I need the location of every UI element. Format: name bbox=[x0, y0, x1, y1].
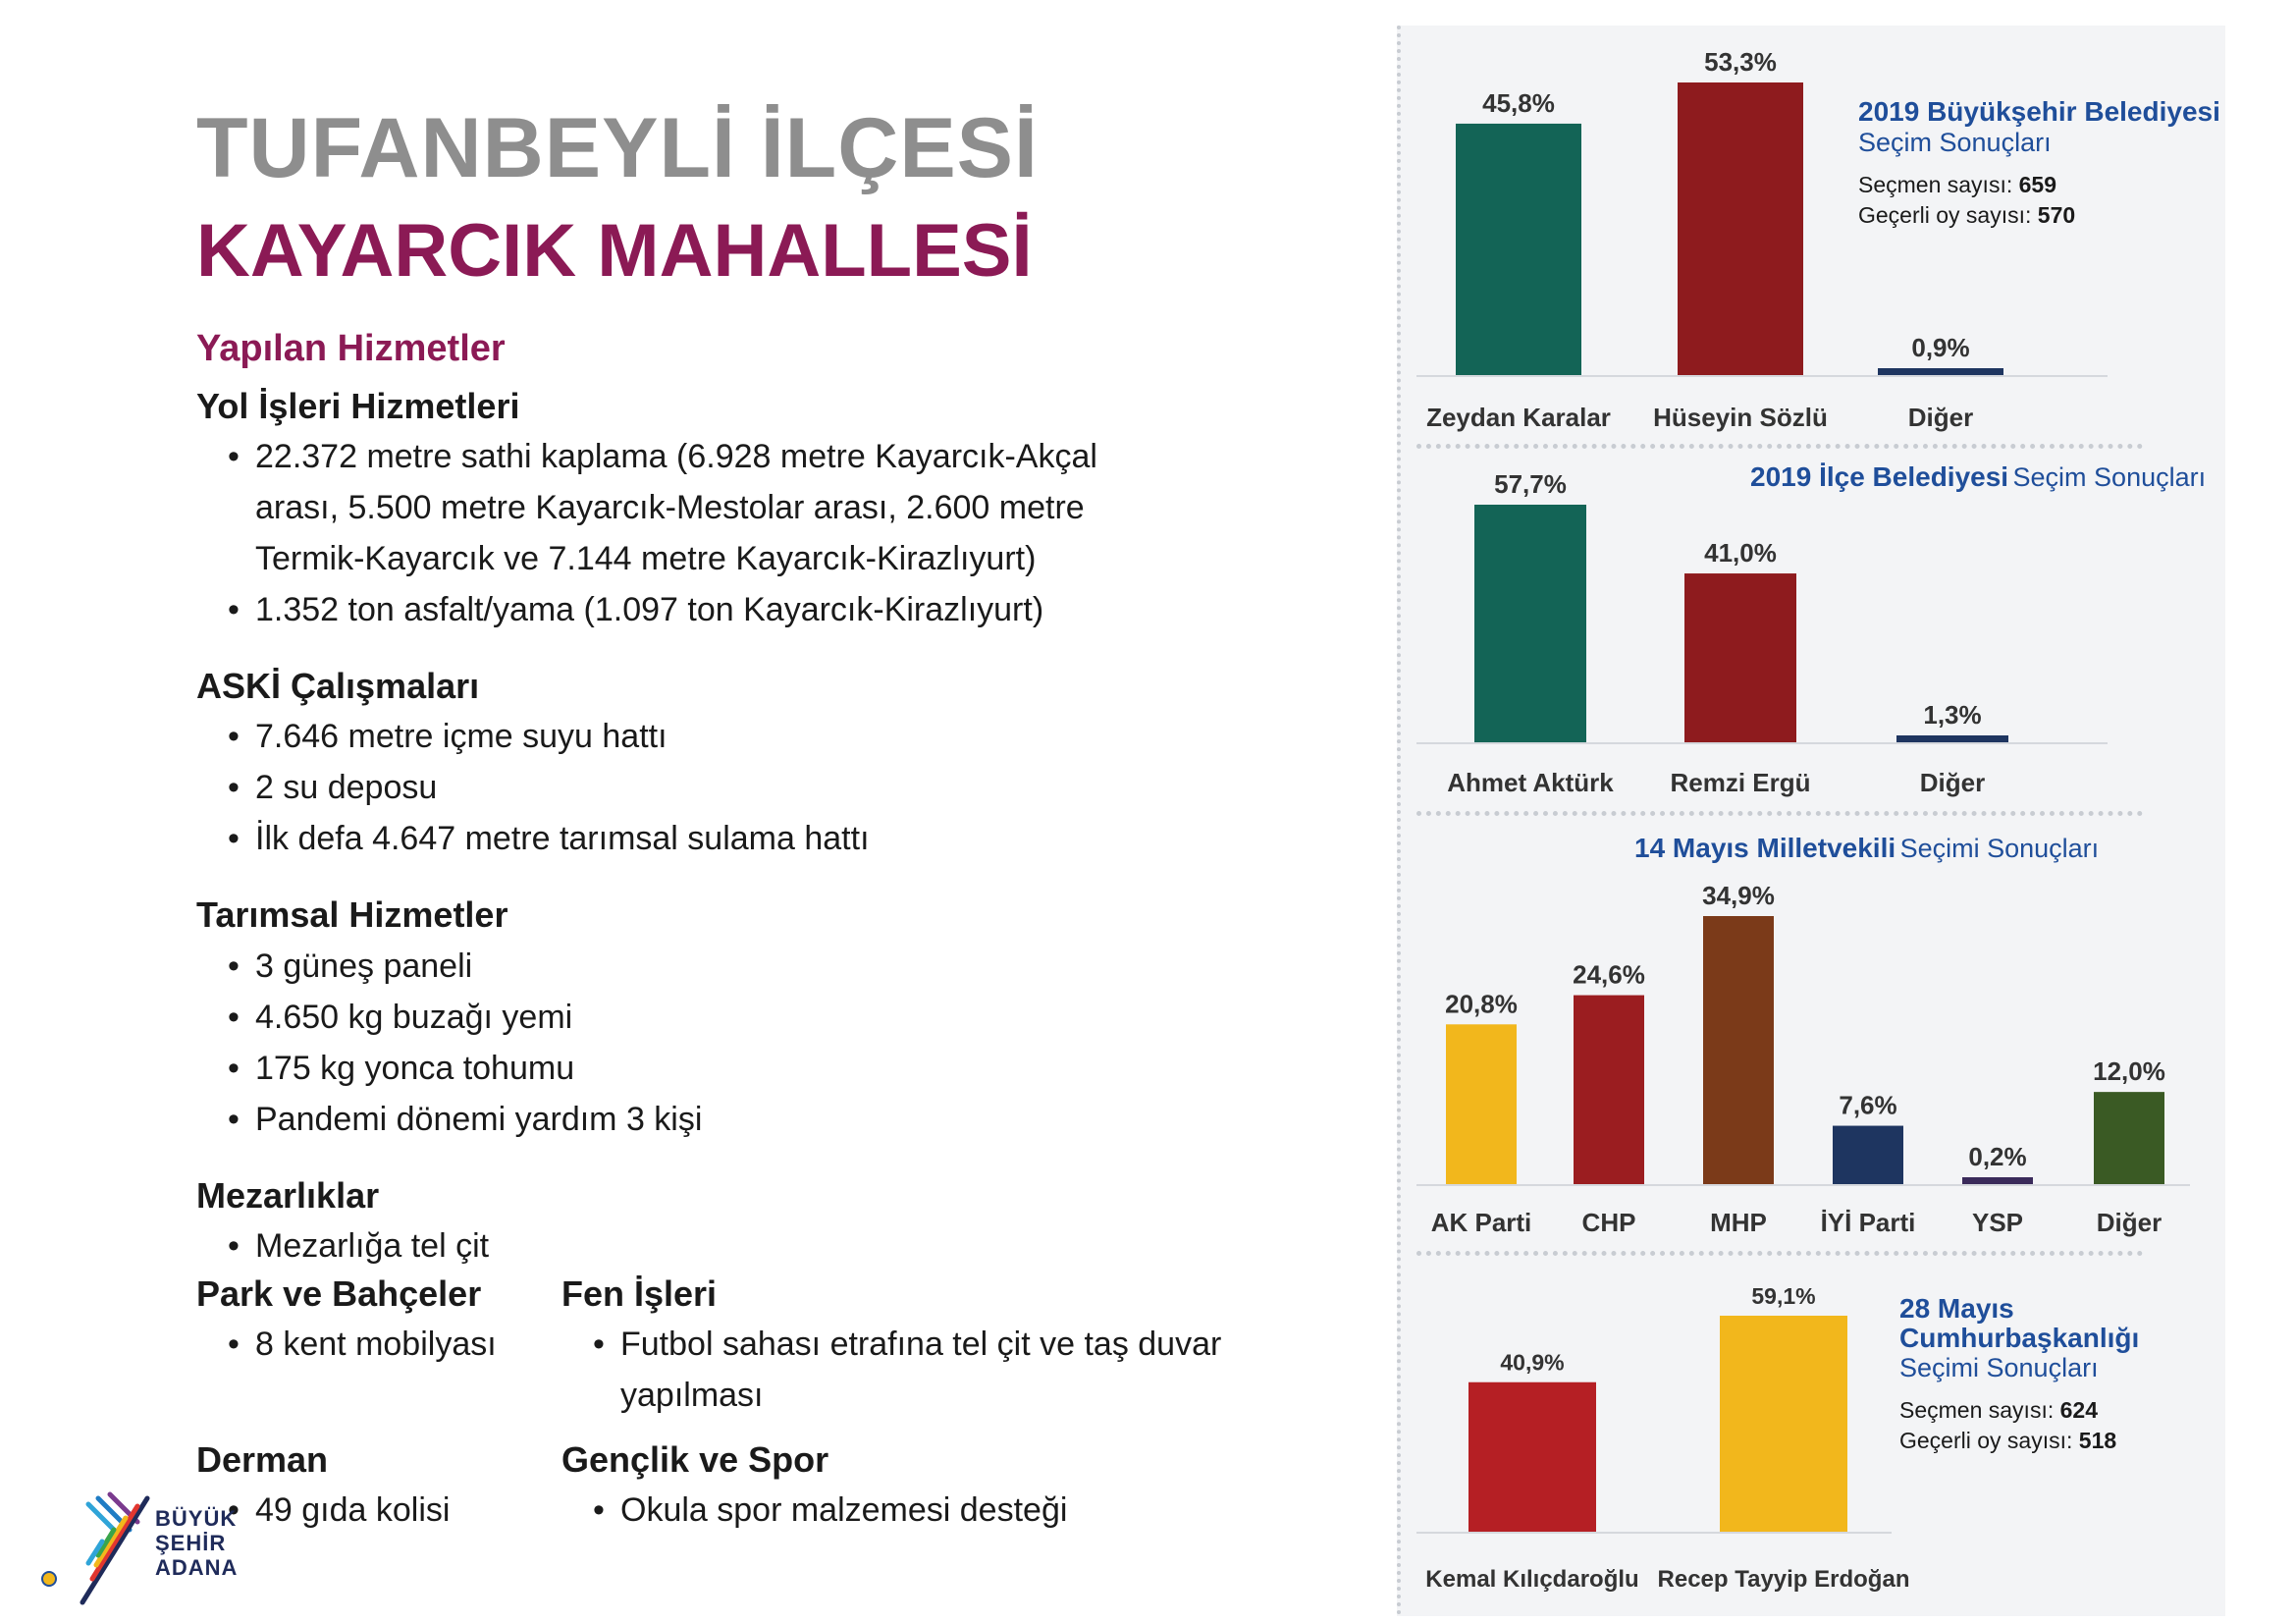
bar-ahmet-aktürk bbox=[1474, 505, 1586, 742]
bar-value-label: 57,7% bbox=[1494, 469, 1567, 499]
list-item: • 175 kg yonca tohumu bbox=[228, 1043, 1306, 1094]
charts-layer bbox=[1401, 26, 2225, 1616]
bar-ysp bbox=[1962, 1177, 2033, 1184]
list-item: • 3 güneş paneli bbox=[228, 941, 1306, 992]
buyuksehir-adana-logo bbox=[39, 1485, 275, 1612]
bar-chp bbox=[1574, 996, 1644, 1184]
list-item: • İlk defa 4.647 metre tarımsal sulama hattı bbox=[228, 813, 1306, 864]
category-label: Kemal Kılıçdaroğlu bbox=[1425, 1566, 1639, 1593]
section-parks bbox=[196, 1272, 561, 1421]
category-label: Diğer bbox=[1919, 768, 1986, 797]
bar-recep-tayyip-erdoğan bbox=[1720, 1316, 1847, 1532]
bar-value-label: 53,3% bbox=[1704, 47, 1777, 77]
list-item: • 1.352 ton asfalt/yama (1.097 ton Kayarcık-Kirazlıyurt) bbox=[228, 584, 1306, 635]
section-road-works bbox=[196, 385, 1306, 635]
section-title: Derman bbox=[196, 1439, 329, 1481]
bar-zeydan-karalar bbox=[1456, 124, 1581, 375]
chart2-title-regular: Seçim Sonuçları bbox=[2012, 462, 2207, 492]
district-title: TUFANBEYLİ İLÇESİ bbox=[196, 101, 1039, 195]
logo-text bbox=[155, 1506, 238, 1580]
bar-value-label: 24,6% bbox=[1573, 959, 1645, 990]
list-item: • 8 kent mobilyası bbox=[228, 1319, 561, 1370]
bar-remzi-ergü bbox=[1684, 573, 1796, 742]
category-label: AK Parti bbox=[1430, 1208, 1532, 1237]
logo-line: ŞEHİR bbox=[155, 1531, 227, 1555]
bar-value-label: 45,8% bbox=[1482, 87, 1555, 118]
bar-value-label: 12,0% bbox=[2093, 1056, 2165, 1087]
category-label: Remzi Ergü bbox=[1670, 768, 1811, 797]
bar-value-label: 0,9% bbox=[1911, 333, 1970, 362]
chart3-title-bold: 14 Mayıs Milletvekili bbox=[1634, 833, 1896, 863]
logo-line: ADANA bbox=[155, 1555, 239, 1580]
category-label: Diğer bbox=[1907, 403, 1974, 432]
chart4-title-regular: Seçimi Sonuçları bbox=[1899, 1353, 2099, 1382]
list-item: • 7.646 metre içme suyu hattı bbox=[228, 711, 1306, 762]
bar-hüseyin-sözlü bbox=[1678, 82, 1803, 375]
bar-value-label: 7,6% bbox=[1839, 1090, 1897, 1120]
bar-value-label: 34,9% bbox=[1702, 881, 1775, 910]
bar-kemal-kılıçdaroğlu bbox=[1468, 1382, 1596, 1532]
bar-value-label: 41,0% bbox=[1704, 538, 1777, 568]
category-label: İYİ Parti bbox=[1820, 1208, 1916, 1237]
section-title: Park ve Bahçeler bbox=[196, 1273, 482, 1314]
bar-value-label: 20,8% bbox=[1445, 989, 1518, 1019]
section-title: Fen İşleri bbox=[561, 1273, 718, 1314]
list-item: • 4.650 kg buzağı yemi bbox=[228, 992, 1306, 1043]
category-label: YSP bbox=[1971, 1208, 2024, 1237]
chart2-title-bold: 2019 İlçe Belediyesi bbox=[1750, 461, 2009, 492]
services-bottom-grid bbox=[196, 1272, 1325, 1536]
list-item: • 49 gıda kolisi bbox=[228, 1485, 561, 1536]
election-results-panel bbox=[1397, 26, 2225, 1616]
section-title: ASKİ Çalışmaları bbox=[196, 666, 480, 707]
section-agriculture bbox=[196, 893, 1306, 1144]
chart1-title-regular: Seçim Sonuçları bbox=[1858, 128, 2052, 157]
bar-diğer bbox=[1878, 368, 2003, 375]
chart4-valid-votes: Geçerli oy sayısı: 518 bbox=[1899, 1428, 2117, 1453]
services-list bbox=[196, 385, 1306, 1272]
section-title: Gençlik ve Spor bbox=[561, 1439, 829, 1481]
list-item: • Okula spor malzemesi desteği bbox=[593, 1485, 1268, 1536]
bar-i̇yi̇-parti bbox=[1833, 1126, 1903, 1184]
category-label: Zeydan Karalar bbox=[1426, 403, 1611, 432]
bar-value-label: 1,3% bbox=[1923, 700, 1982, 730]
services-heading: Yapılan Hizmetler bbox=[196, 328, 506, 369]
section-aski bbox=[196, 665, 1306, 864]
bar-mhp bbox=[1703, 916, 1774, 1184]
bar-value-label: 0,2% bbox=[1968, 1142, 2027, 1171]
list-item: • Mezarlığa tel çit bbox=[228, 1220, 1306, 1272]
category-label: CHP bbox=[1581, 1208, 1636, 1237]
list-item: • 2 su deposu bbox=[228, 762, 1306, 813]
section-public-works bbox=[561, 1272, 1268, 1421]
category-label: Hüseyin Sözlü bbox=[1653, 403, 1828, 432]
section-youth-sports bbox=[561, 1438, 1268, 1536]
neighborhood-title: KAYARCIK MAHALLESİ bbox=[196, 209, 1033, 293]
section-title: Yol İşleri Hizmetleri bbox=[196, 386, 520, 426]
section-cemeteries bbox=[196, 1174, 1306, 1272]
chart1-title-bold: 2019 Büyükşehir Belediyesi bbox=[1858, 96, 2220, 127]
section-title: Tarımsal Hizmetler bbox=[196, 894, 508, 936]
bar-diğer bbox=[2094, 1092, 2164, 1184]
section-title: Mezarlıklar bbox=[196, 1174, 380, 1216]
bar-value-label: 59,1% bbox=[1751, 1283, 1816, 1309]
chart1-valid-votes: Geçerli oy sayısı: 570 bbox=[1858, 202, 2076, 228]
category-label: MHP bbox=[1710, 1208, 1767, 1237]
chart1-voter-count: Seçmen sayısı: 659 bbox=[1858, 172, 2056, 197]
bar-diğer bbox=[1896, 735, 2008, 742]
list-item: • Pandemi dönemi yardım 3 kişi bbox=[228, 1094, 1306, 1145]
bar-ak-parti bbox=[1446, 1024, 1517, 1184]
election-charts bbox=[1401, 26, 2225, 1616]
bar-value-label: 40,9% bbox=[1500, 1349, 1565, 1376]
chart3-title-regular: Seçimi Sonuçları bbox=[1899, 834, 2100, 863]
category-label: Recep Tayyip Erdoğan bbox=[1657, 1566, 1910, 1593]
chart4-title-bold: 28 Mayıs Cumhurbaşkanlığı bbox=[1899, 1293, 2140, 1353]
category-label: Ahmet Aktürk bbox=[1447, 768, 1614, 797]
list-item: • 22.372 metre sathi kaplama (6.928 metre Kayarcık-Akçal arası, 5.500 metre Kayarcık-Mestolar arası, 2.600 metre Termik-Kayarcık ve 7.144 metre Kayarcık-Kirazlıyurt) bbox=[228, 431, 1168, 584]
chart4-voter-count: Seçmen sayısı: 624 bbox=[1899, 1397, 2098, 1423]
list-item: • Futbol sahası etrafına tel çit ve taş duvar yapılması bbox=[593, 1319, 1268, 1421]
logo-line: BÜYÜK bbox=[155, 1506, 238, 1531]
category-label: Diğer bbox=[2096, 1208, 2163, 1237]
